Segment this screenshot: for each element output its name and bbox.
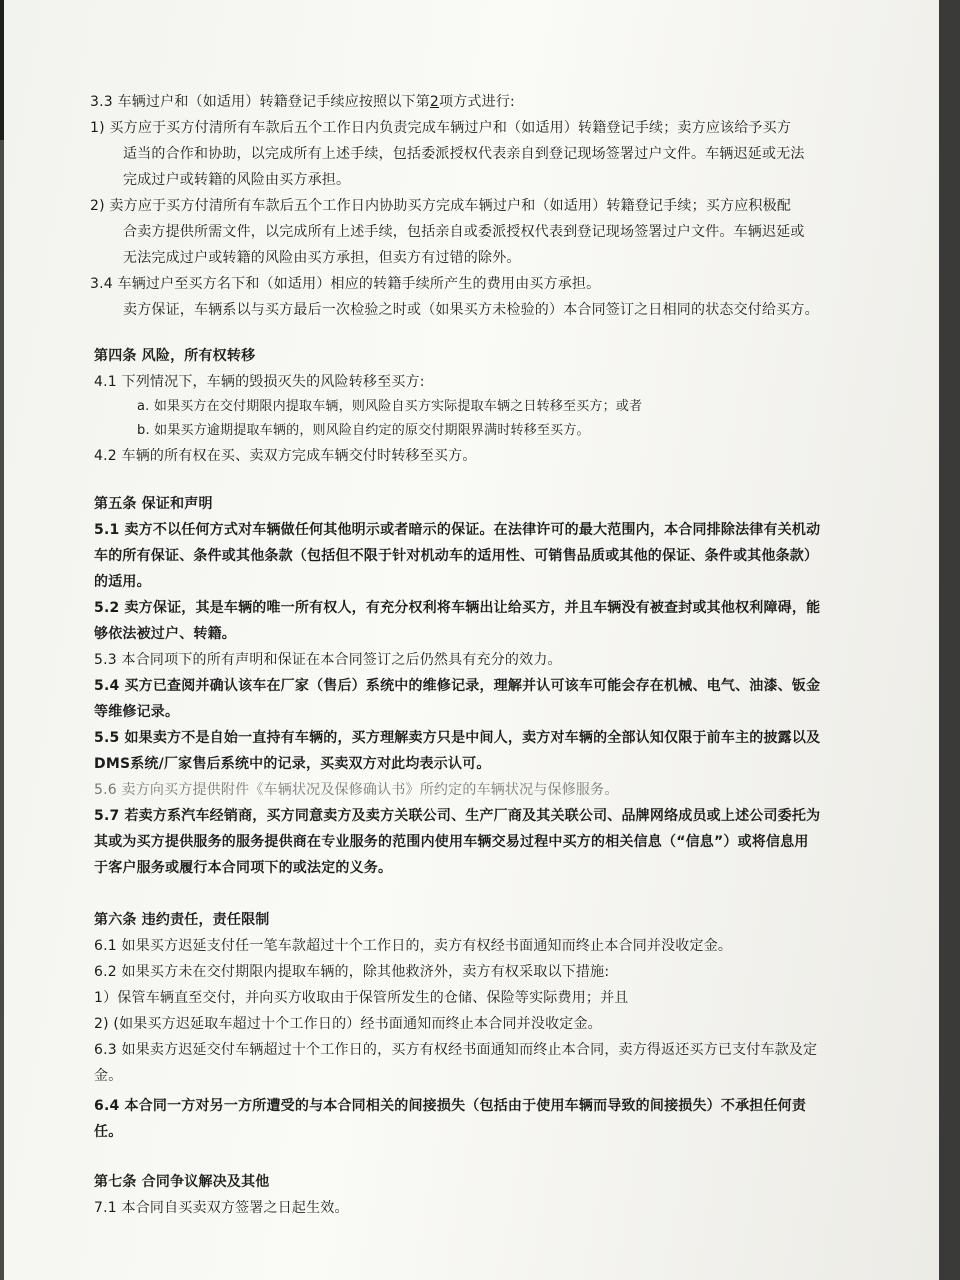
clause-5-5: DMS系统/厂家售后系统中的记录，买卖双方对此均表示认可。 [94, 756, 491, 772]
clause-5-2: 5.2 卖方保证，其是车辆的唯一所有权人，有充分权利将车辆出让给买方，并且车辆没有被查封或其他权利障碍，能 [94, 600, 821, 616]
clause-3-3-item-1: 完成过户或转籍的风险由买方承担。 [123, 172, 351, 188]
clause-5-4: 等维修记录。 [94, 704, 180, 720]
article-7-title: 第七条 合同争议解决及其他 [94, 1174, 270, 1190]
clause-3-4: 卖方保证，车辆系以与买方最后一次检验之时或（如果买方未检验的）本合同签订之日相同的状态交付给买方。 [123, 302, 819, 318]
clause-5-3: 5.3 本合同项下的所有声明和保证在本合同签订之后仍然具有充分的效力。 [94, 652, 562, 668]
clause-3-3-item-1: 适当的合作和协助，以完成所有上述手续，包括委派授权代表亲自到登记现场签署过户文件。车辆迟延或无法 [123, 146, 805, 162]
article-5-title: 第五条 保证和声明 [94, 496, 213, 512]
clause-5-1: 5.1 卖方不以任何方式对车辆做任何其他明示或者暗示的保证。在法律许可的最大范围内，本合同排除法律有关机动 [94, 522, 821, 538]
clause-4-2: 4.2 车辆的所有权在买、卖双方完成车辆交付时转移至买方。 [94, 448, 477, 464]
clause-4-1: 4.1 下列情况下，车辆的毁损灭失的风险转移至买方: [94, 374, 425, 390]
clause-5-2: 够依法被过户、转籍。 [94, 626, 236, 642]
clause-4-1-a: a. 如果买方在交付期限内提取车辆，则风险自买方实际提取车辆之日转移至买方；或者 [137, 399, 643, 414]
clause-5-4: 5.4 买方已查阅并确认该车在厂家（售后）系统中的维修记录，理解并认可该车可能会存在机械、电气、油漆、钣金 [94, 678, 821, 694]
clause-5-1: 的适用。 [94, 574, 151, 590]
clause-6-2-measure-1: 1）保管车辆直至交付，并向买方收取由于保管所发生的仓储、保险等实际费用；并且 [94, 990, 629, 1006]
clause-5-7: 于客户服务或履行本合同项下的或法定的义务。 [94, 860, 393, 876]
clause-5-5: 5.5 如果卖方不是自始一直持有车辆的，买方理解卖方只是中间人，卖方对车辆的全部认知仅限于前车主的披露以及 [94, 730, 821, 746]
clause-4-1-b: b. 如果买方逾期提取车辆的，则风险自约定的原交付期限界满时转移至买方。 [137, 423, 590, 438]
clause-6-4: 任。 [94, 1124, 123, 1140]
clause-3-3-item-2: 2) 卖方应于买方付清所有车款后五个工作日内协助买方完成车辆过户和（如适用）转籍登记手续；买方应积极配 [90, 198, 792, 214]
clause-5-6: 5.6 卖方向买方提供附件《车辆状况及保修确认书》所约定的车辆状况与保修服务。 [94, 782, 619, 798]
clause-6-1: 6.1 如果买方迟延支付任一笔车款超过十个工作日的，卖方有权经书面通知而终止本合同并没收定金。 [94, 938, 733, 954]
contract-page [4, 0, 939, 1280]
clause-6-3: 6.3 如果卖方迟延交付车辆超过十个工作日的，买方有权经书面通知而终止本合同，卖方得返还买方已支付车款及定 [94, 1042, 818, 1058]
article-4-title: 第四条 风险，所有权转移 [94, 348, 256, 364]
clause-3-3-item-2: 合卖方提供所需文件，以完成所有上述手续，包括亲自或委派授权代表到登记现场签署过户文件。车辆迟延或 [123, 224, 805, 240]
clause-7-1: 7.1 本合同自买卖双方签署之日起生效。 [94, 1200, 349, 1216]
clause-5-7: 其或为买方提供服务的服务提供商在专业服务的范围内使用车辆交易过程中买方的相关信息（“信息”）或将信息用 [94, 834, 809, 850]
clause-3-3-item-1: 1) 买方应于买方付清所有车款后五个工作日内负责完成车辆过户和（如适用）转籍登记手续；卖方应该给予买方 [90, 120, 792, 136]
article-6-title: 第六条 违约责任，责任限制 [94, 912, 270, 928]
clause-3-4: 3.4 车辆过户至买方名下和（如适用）相应的转籍手续所产生的费用由买方承担。 [90, 276, 601, 292]
clause-5-1: 车的所有保证、条件或其他条款（包括但不限于针对机动车的适用性、可销售品质或其他的保证、条件或其他条款） [94, 548, 819, 564]
clause-6-3: 金。 [94, 1068, 123, 1084]
clause-6-4: 6.4 本合同一方对另一方所遭受的与本合同相关的间接损失（包括由于使用车辆而导致的间接损失）不承担任何责 [94, 1098, 807, 1114]
clause-6-2-measure-2: 2) (如果买方迟延取车超过十个工作日的）经书面通知而终止本合同并没收定金。 [94, 1016, 602, 1032]
clause-3-3-item-2: 无法完成过户或转籍的风险由买方承担，但卖方有过错的除外。 [123, 250, 521, 266]
clause-6-2: 6.2 如果买方未在交付期限内提取车辆的，除其他救济外，卖方有权采取以下措施: [94, 964, 610, 980]
clause-5-7: 5.7 若卖方系汽车经销商，买方同意卖方及卖方关联公司、生产厂商及其关联公司、品牌网络成员或上述公司委托为 [94, 808, 821, 824]
clause-3-3-heading: 3.3 车辆过户和（如适用）转籍登记手续应按照以下第2项方式进行: [90, 94, 515, 110]
